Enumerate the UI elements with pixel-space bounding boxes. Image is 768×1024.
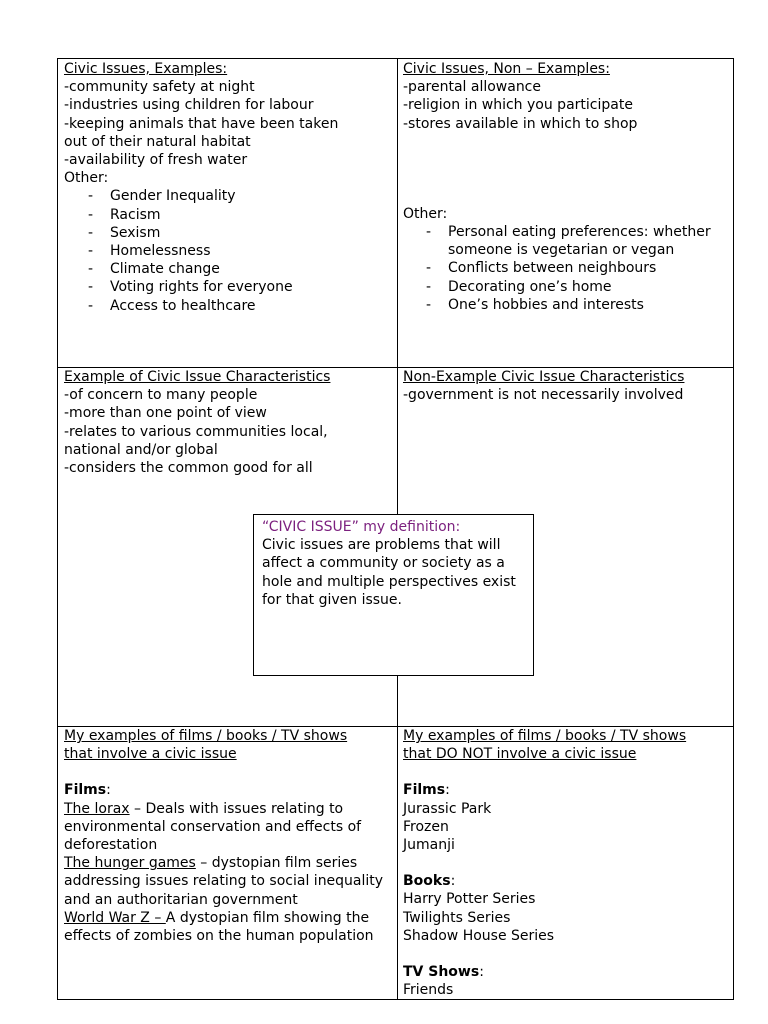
list-item: -of concern to many people	[64, 387, 258, 404]
list-item: -industries using children for labour	[64, 97, 314, 114]
civic-media-cell: My examples of films / books / TV shows that involve a civic issue Films: The lorax – Deals with issues relating to environmental conservation and effects of deforestation The hunger games – dystopian film series addressing issues relating to social inequality and an authoritarian government World War Z – A dystopian film showing the effects of zombies on the human population	[64, 727, 394, 945]
list-item: - One’s hobbies and interests	[403, 296, 729, 314]
civic-media-heading: My examples of films / books / TV shows	[64, 728, 348, 744]
list-item: The lorax – Deals with issues relating to environmental conservation and effects of deforestation	[64, 800, 362, 854]
books-label: Books	[403, 873, 451, 890]
list-item: - Personal eating preferences: whether someone is vegetarian or vegan	[403, 223, 729, 259]
list-item: Shadow House Series	[403, 927, 555, 944]
list-item: -government is not necessarily involved	[403, 387, 684, 404]
films-label: Films	[64, 782, 107, 799]
other-list	[64, 187, 394, 314]
characteristics-heading: Example of Civic Issue Characteristics	[64, 369, 331, 385]
civic-non-examples-heading: Civic Issues, Non – Examples:	[403, 61, 610, 77]
list-item: Harry Potter Series	[403, 891, 536, 908]
non-characteristics-heading: Non-Example Civic Issue Characteristics	[403, 369, 685, 385]
civic-media-heading-2: that involve a civic issue	[64, 746, 237, 763]
definition-title: “CIVIC ISSUE” my definition:	[262, 519, 461, 535]
films-label: Films	[403, 782, 446, 799]
civic-examples-cell	[64, 60, 394, 315]
list-item: -keeping animals that have been taken	[64, 115, 339, 132]
list-item: - Sexism	[64, 224, 394, 242]
list-item: World War Z – A dystopian film showing the effects of zombies on the human population	[64, 909, 374, 945]
list-item: - Decorating one’s home	[403, 278, 729, 296]
list-item: -considers the common good for all	[64, 460, 313, 477]
list-item: - Conflicts between neighbours	[403, 259, 729, 277]
list-item: -community safety at night	[64, 79, 255, 96]
definition-text: Civic issues are problems that will affect a community or society as a hole and multiple perspectives exist for that given issue.	[262, 537, 516, 608]
list-item: Jurassic Park	[403, 800, 492, 817]
characteristics-cell	[64, 368, 394, 477]
list-item: -relates to various communities local,	[64, 423, 328, 440]
civic-non-examples-cell	[403, 60, 729, 314]
list-item: national and/or global	[64, 441, 218, 458]
list-item: -parental allowance	[403, 79, 541, 96]
tv-shows-label: TV Shows	[403, 964, 480, 981]
list-item: Twilights Series	[403, 909, 511, 926]
list-item: Jumanji	[403, 837, 455, 854]
list-item: - Racism	[64, 206, 394, 224]
other-list	[403, 223, 729, 314]
non-civic-media-heading-2: that DO NOT involve a civic issue	[403, 746, 637, 763]
non-characteristics-cell	[403, 368, 729, 404]
list-item: - Access to healthcare	[64, 297, 394, 315]
list-item: -availability of fresh water	[64, 152, 248, 169]
list-item: -religion in which you participate	[403, 97, 633, 114]
list-item: - Voting rights for everyone	[64, 278, 394, 296]
list-item: -stores available in which to shop	[403, 115, 638, 132]
list-item: Frozen	[403, 818, 449, 835]
other-label: Other:	[64, 170, 109, 187]
list-item: - Homelessness	[64, 242, 394, 260]
list-item: The hunger games – dystopian film series addressing issues relating to social inequality and an authoritarian government	[64, 855, 384, 908]
list-item: out of their natural habitat	[64, 133, 251, 150]
list-item: Friends	[403, 982, 454, 999]
other-label: Other:	[403, 205, 448, 222]
non-civic-media-heading: My examples of films / books / TV shows	[403, 728, 687, 744]
civic-examples-heading: Civic Issues, Examples:	[64, 61, 228, 77]
list-item: - Climate change	[64, 260, 394, 278]
list-item: -more than one point of view	[64, 405, 267, 422]
non-civic-media-cell: My examples of films / books / TV shows that DO NOT involve a civic issue Films: Jurassic Park Frozen Jumanji Books: Harry Potter Series Twilights Series Shadow House Series TV Shows: Friends	[403, 727, 729, 999]
list-item: - Gender Inequality	[64, 187, 394, 205]
definition-box	[253, 514, 534, 676]
